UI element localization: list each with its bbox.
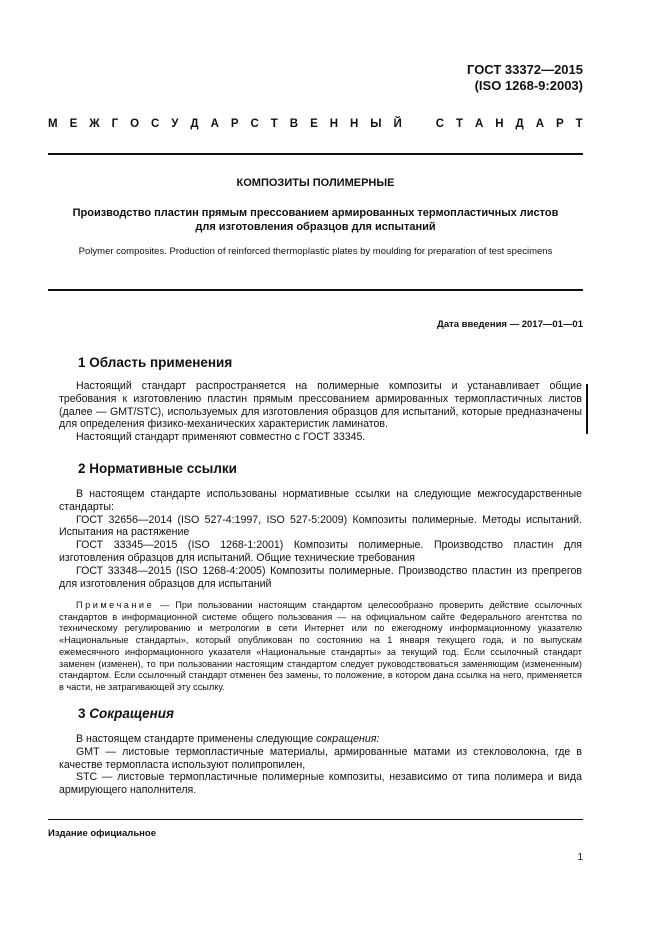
title-sub-line1: Производство пластин прямым прессованием армированных термопластичных листов: [72, 207, 559, 219]
footer-divider: [48, 819, 583, 820]
section3-number: 3: [78, 706, 90, 721]
interstate-letter: Г: [111, 118, 119, 130]
interstate-letter: С: [435, 118, 445, 130]
interstate-letter: У: [171, 118, 179, 130]
interstate-letter: [414, 118, 424, 130]
interstate-letter: Н: [495, 118, 504, 130]
interstate-letter: Е: [310, 118, 318, 130]
interstate-letter: Й: [393, 118, 402, 130]
section3-stc-definition: STC — листовые термопластичные полимерные композиты, независимо от типа полимера и вида армирующего наполнителя.: [59, 771, 582, 797]
iso-number: (ISO 1268-9:2003): [474, 78, 583, 93]
section1-paragraph2: Настоящий стандарт применяют совместно с ГОСТ 33345.: [76, 431, 366, 444]
page-number: 1: [577, 852, 583, 863]
title-sub-line2: для изготовления образцов для испытаний: [195, 221, 436, 233]
interstate-letter: Т: [270, 118, 278, 130]
standard-number-block: [467, 62, 583, 94]
title-divider: [48, 289, 583, 291]
interstate-letter: Н: [349, 118, 359, 130]
title-english: Polymer composites. Production of reinforced thermoplastic plates by moulding for preparation of test specimens: [78, 246, 553, 257]
standard-number: ГОСТ 33372—2015: [467, 62, 583, 77]
section3-title: Сокращения: [89, 706, 175, 721]
interstate-letter: О: [130, 118, 140, 130]
section3-heading: [78, 706, 174, 721]
edition-official: Издание официальное: [48, 828, 156, 839]
section1-heading: 1 Область применения: [78, 355, 233, 370]
section1-paragraph1: Настоящий стандарт распространяется на полимерные композиты и устанавливает общие требования к изготовлению пластин прямым прессованием армированных термопластичных листов (далее — GMT/STC), используемых для изготовления образцов для испытаний, которые предназначены для определения физико-механических характеристик ламинатов.: [59, 380, 582, 431]
interstate-letter: М: [48, 118, 58, 130]
section2-heading: 2 Нормативные ссылки: [78, 461, 237, 476]
section2-body: [59, 488, 582, 590]
section2-reference1: ГОСТ 32656—2014 (ISO 527-4:1997, ISO 527-5:2009) Композиты полимерные. Методы испытаний. Испытания на растяжение: [59, 513, 582, 539]
section2-reference3: ГОСТ 33348—2015 (ISO 1268-4:2005) Композиты полимерные. Производство пластин из препрегов для изготовления образцов для испытаний: [59, 564, 582, 590]
title-main: КОМПОЗИТЫ ПОЛИМЕРНЫЕ: [236, 177, 395, 189]
interstate-letter: Д: [190, 118, 199, 130]
interstate-letter: Н: [329, 118, 339, 130]
section1-body: [59, 380, 582, 444]
interstate-letter: Ы: [370, 118, 382, 130]
section2-note: [59, 600, 582, 694]
interstate-letter: С: [151, 118, 160, 130]
change-bar: [586, 384, 588, 434]
section2-paragraph1: В настоящем стандарте использованы нормативные ссылки на следующие межгосударственные стандарты:: [59, 488, 582, 513]
note-text: — При пользовании настоящим стандартом целесообразно проверить действие ссылочных стандартов в информационной системе общего пользования — на официальном сайте Федерального агентства по техническому регулированию и метрологии в сети Интернет или по ежегодному информационному указателю «Национальные стандарты», который опубликован по состоянию на 1 января текущего года, и по выпускам ежемесячного информационного указателя «Национальные стандарты» за текущий год. Если ссылочный стандарт заменен (изменен), то при пользовании настоящим стандартом следует руководствоваться заменяющим (измененным) стандартом. Если ссылочный стандарт отменен без замены, то положение, в котором дана ссылка на него, применяется в части, не затрагивающей эту ссылку.: [59, 600, 582, 692]
interstate-letter: С: [250, 118, 259, 130]
header-divider: [48, 153, 583, 155]
interstate-letter: Ж: [89, 118, 100, 130]
interstate-letter: Р: [230, 118, 239, 130]
interstate-letter: А: [210, 118, 219, 130]
title-sub: [48, 206, 583, 234]
section3-gmt-definition: GMT — листовые термопластичные материалы, армированные матами из стекловолокна, где в качестве термопласта используют полипропилен,: [59, 745, 582, 771]
interstate-letter: Т: [455, 118, 464, 130]
interstate-standard-heading: [48, 118, 583, 130]
interstate-letter: Е: [69, 118, 78, 130]
interstate-letter: Р: [556, 118, 564, 130]
note-label: Примечание: [76, 600, 155, 610]
interstate-letter: В: [289, 118, 299, 130]
interstate-letter: А: [474, 118, 484, 130]
section3-body: [59, 733, 582, 797]
introduction-date: Дата введения — 2017—01—01: [437, 319, 583, 330]
interstate-letter: Т: [575, 118, 583, 130]
section3-paragraph1: В настоящем стандарте применены следующие сокращения:: [76, 733, 380, 745]
interstate-letter: Д: [515, 118, 524, 130]
section2-reference2: ГОСТ 33345—2015 (ISO 1268-1:2001) Композиты полимерные. Производство пластин для изготовления образцов для испытаний. Общие технические требования: [59, 539, 582, 564]
interstate-letter: А: [535, 118, 545, 130]
